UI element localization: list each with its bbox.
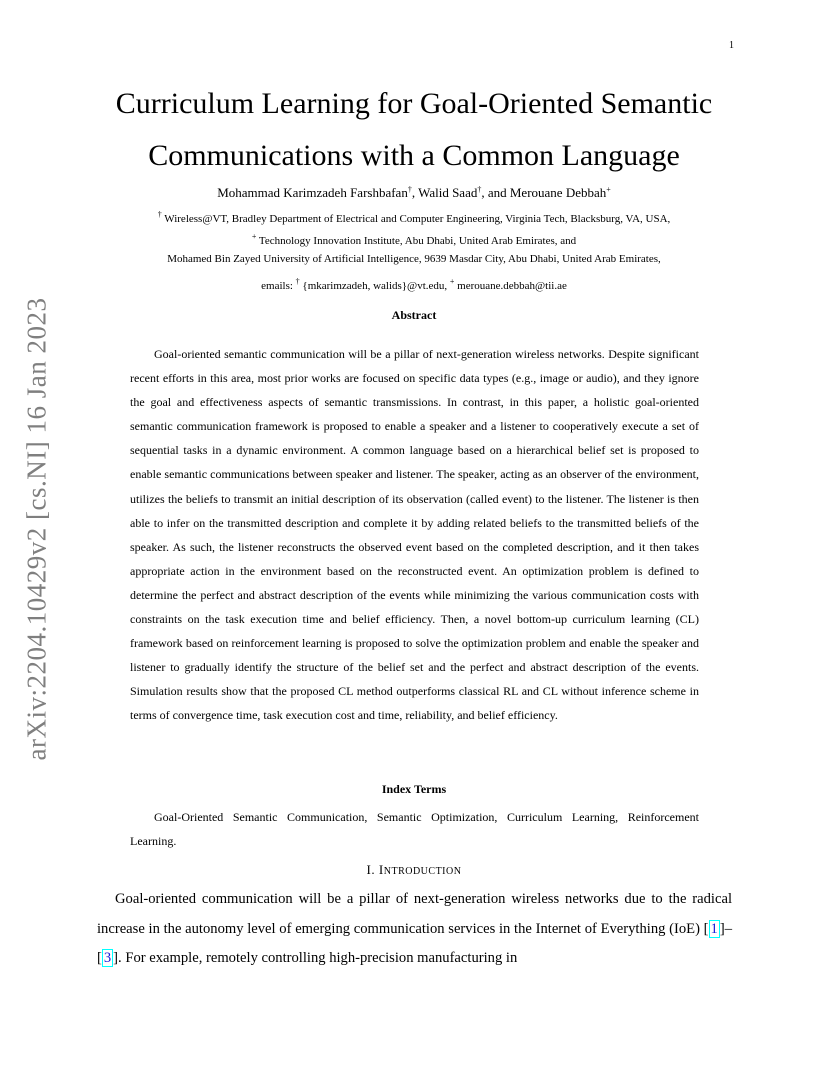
author-list	[90, 185, 738, 201]
author-2: Walid Saad	[418, 185, 478, 200]
affiliation-text: Wireless@VT, Bradley Department of Electrical and Computer Engineering, Virginia Tech, Blacksburg, VA, USA,	[161, 213, 671, 225]
email-tii: merouane.debbah@tii.ae	[454, 280, 567, 292]
author-1-mark: †	[407, 185, 412, 194]
author-3: Merouane Debbah	[509, 185, 607, 200]
affiliation-mark: †	[157, 210, 162, 219]
page-number: 1	[729, 40, 734, 51]
paper-title: Curriculum Learning for Goal-Oriented Semantic Communications with a Common Language	[115, 87, 713, 172]
citation-link-3[interactable]: 3	[103, 950, 112, 966]
arxiv-identifier	[20, 297, 54, 761]
author-separator: , and	[481, 185, 510, 200]
author-2-mark: †	[477, 185, 482, 194]
citation-link-1[interactable]: 1	[710, 920, 718, 937]
section-heading-initial: I	[378, 862, 384, 877]
author-3-mark: +	[606, 185, 611, 194]
email-mark: †	[295, 277, 300, 286]
author-emails	[90, 275, 738, 293]
section-number: I.	[366, 862, 379, 877]
arxiv-identifier-text: arXiv:2204.10429v2 [cs.NI] 16 Jan 2023	[21, 297, 52, 761]
affiliation-mark: +	[251, 232, 257, 241]
index-terms-heading: Index Terms	[381, 782, 447, 796]
author-separator: ,	[411, 185, 419, 200]
abstract-text: Goal-oriented semantic communication will be a pillar of next-generation wireless networks. Despite significant recent efforts in this area, most prior works are focused on specific data types (e.g., image or audio), and they ignore the goal and effectiveness aspects of semantic transmissions. In contrast, in this paper, a holistic goal-oriented semantic communication framework is proposed to enable a speaker and a listener to cooperatively execute a set of sequential tasks in a dynamic environment. A common language based on a hierarchical belief set is proposed to enable semantic communications between speaker and listener. The speaker, acting as an observer of the environment, utilizes the beliefs to transmit an initial description of its observation (called event) to the listener. The listener is then able to infer on the transmitted description and complete it by adding related beliefs to the transmitted beliefs of the speaker. As such, the listener reconstructs the observed event based on the completed description, and it then takes appropriate action in the environment based on the reconstructed event. An optimization problem is defined to determine the perfect and abstract description of the events while minimizing the various communication costs with constraints on the task execution time and belief efficiency. Then, a novel bottom-up curriculum learning (CL) framework based on reinforcement learning is proposed to solve the optimization problem and enable the speaker and listener to gradually identify the structure of the belief set and the perfect and abstract description of the events. Simulation results show that the proposed CL method outperforms classical RL and CL without inference scheme in terms of convergence time, task execution cost and time, reliability, and belief efficiency.	[130, 347, 699, 723]
affiliation-virginia-tech	[90, 208, 738, 226]
abstract-heading: Abstract	[391, 308, 437, 322]
affiliation-text: Technology Innovation Institute, Abu Dhabi, United Arab Emirates, and	[256, 235, 577, 247]
email-mark: +	[449, 277, 455, 286]
emails-prefix: emails:	[261, 280, 296, 292]
email-vt: {mkarimzadeh, walids}@vt.edu,	[299, 280, 450, 292]
introduction-text-end: . For example, remotely controlling high-precision manufacturing in	[118, 950, 518, 966]
index-terms-text: Goal-Oriented Semantic Communication, Semantic Optimization, Curriculum Learning, Reinforcement Learning.	[130, 810, 699, 848]
section-heading-smallcaps: NTRODUCTION	[383, 866, 462, 877]
introduction-text: Goal-oriented communication will be a pillar of next-generation wireless networks due to the radical increase in the autonomy level of emerging communication services in the Internet of Everything (IoE) [ 1 ]–[ 3 ]. For example, remotely controlling high-precision manufacturing in	[97, 891, 732, 966]
section-heading-introduction	[90, 862, 738, 878]
citation-separator: –	[724, 920, 732, 937]
affiliation-mbzuai: Mohamed Bin Zayed University of Artificial Intelligence, 9639 Masdar City, Abu Dhabi, United Arab Emirates,	[167, 253, 661, 265]
author-1: Mohammad Karimzadeh Farshbafan	[217, 185, 408, 200]
introduction-text-start: Goal-oriented communication will be a pillar of next-generation wireless networks due to the radical increase in the autonomy level of emerging communication services in the Internet of Everything (IoE)	[97, 891, 732, 937]
affiliation-tii	[90, 230, 738, 248]
